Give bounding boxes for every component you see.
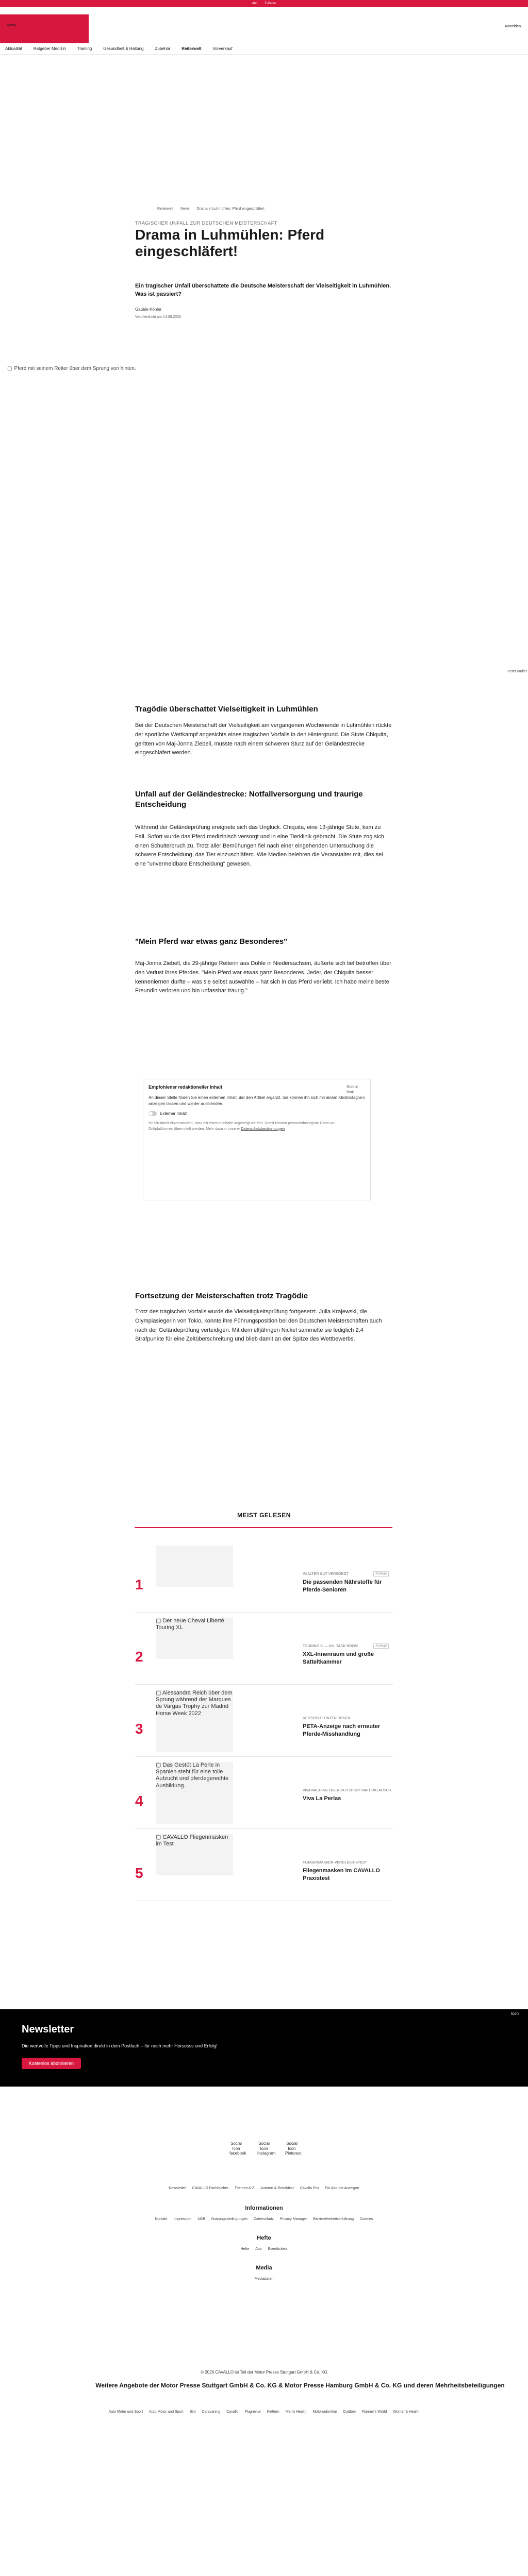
most-read-title: MEIST GELESEN bbox=[237, 1512, 291, 1519]
instagram-icon[interactable]: Social Icon Instagram bbox=[257, 2141, 276, 2156]
teaser-image[interactable] bbox=[156, 1546, 233, 1587]
embed-title: Empfohlener redaktioneller Inhalt bbox=[148, 1084, 223, 1090]
rank-number: 1 bbox=[135, 1577, 143, 1592]
footer-link[interactable]: AGB bbox=[197, 2217, 205, 2221]
article-lead: Ein tragischer Unfall überschattete die Deutsche Meisterschaft der Vielseitigkeit in Luhmühlen. Was ist passiert? bbox=[135, 283, 391, 297]
site-header bbox=[0, 7, 528, 43]
newsletter-title: Newsletter bbox=[22, 2024, 74, 2035]
footer-heading: Media bbox=[256, 2265, 272, 2271]
footer-link[interactable]: Hefte bbox=[240, 2247, 250, 2251]
facebook-icon[interactable]: Social Icon facebook bbox=[229, 2141, 246, 2156]
teaser-image[interactable] bbox=[156, 1762, 233, 1824]
footer-link[interactable]: Privacy Manager bbox=[279, 2217, 307, 2221]
offer-link[interactable]: Flugrevue bbox=[244, 2410, 261, 2414]
paragraph: Während der Geländeprüfung ereignete sich das Unglück. Chiquita, eine 13-jährige Stute, kam zu Fall. Sofort wurde das Pferd medizinisch versorgt und in eine Tierklinik gebracht. Die Stute zog sich einen Schulterbruch zu. Trotz aller Bemühungen fiel nach einer eingehenden Untersuchung die schwere Entscheidung, das Tier einzuschläfern. Wie Medien belehren die Veranstalter mit, dies sei eine "unvermeidbare Entscheidung" gewesen. bbox=[135, 824, 385, 868]
offer-link[interactable]: Men's Health bbox=[285, 2410, 307, 2414]
offer-link[interactable]: Auto Motor und Sport bbox=[108, 2410, 143, 2414]
nav-item-training[interactable]: Training bbox=[77, 46, 92, 51]
footer-link[interactable]: Newsletter bbox=[169, 2187, 186, 2190]
footer-link[interactable]: Mediadaten bbox=[254, 2277, 274, 2281]
offer-link[interactable]: Bild bbox=[189, 2410, 196, 2414]
privacy-link[interactable]: Datenschutzbestimmungen bbox=[241, 1127, 285, 1131]
nav-item-zubehoer[interactable]: Zubehör bbox=[155, 46, 171, 51]
top-bar bbox=[0, 0, 528, 7]
article-date: Veröffentlicht am 14.06.2025 bbox=[135, 315, 181, 319]
footer-link[interactable]: Cookies bbox=[359, 2217, 373, 2221]
offer-link[interactable]: Motorradonline bbox=[312, 2410, 337, 2414]
paragraph: Bei der Deutschen Meisterschaft der Vielseitigkeit am vergangenen Wochenende in Luhmühlen rückte der sportliche Wettkampf angesichts eines tragischen Vorfalls in den Hintergrund. Die Stute Chiquita, geritten von Maj-Jonna Ziebell, musste nach einem schweren Sturz auf der Geländestrecke eingeschläfert werden. bbox=[135, 722, 392, 756]
teaser-image-alt: Das Gestüt La Perle in Spanien steht für eine tolle Aufzucht und pferdegerechte Ausbildung. bbox=[156, 1762, 229, 1789]
embed-text: An dieser Stelle finden Sie einen externen Inhalt, der den Artikel ergänzt. Sie können ihn sich mit einem Klick anzeigen lassen und wieder ausblenden. bbox=[148, 1095, 348, 1106]
rank-number: 2 bbox=[135, 1649, 143, 1665]
footer-links-row bbox=[0, 2217, 528, 2221]
topbar-link-epaper[interactable]: E-Paper bbox=[265, 2, 276, 5]
topbar-link-abo[interactable]: Abo bbox=[252, 2, 258, 5]
rank-number: 4 bbox=[135, 1793, 143, 1809]
teaser-kicker: IM ALTER GUT VERSORGT bbox=[303, 1572, 349, 1576]
broken-image-icon: ▢ bbox=[156, 1762, 161, 1768]
article-author[interactable]: Gabbie Köhler bbox=[135, 307, 162, 312]
footer-heading: Hefte bbox=[257, 2235, 271, 2241]
teaser-image[interactable] bbox=[156, 1834, 233, 1875]
more-offers-heading: Weitere Angebote der Motor Presse Stuttgart GmbH & Co. KG & Motor Presse Hamburg GmbH & Co. KG und deren Mehrheitsbeteiligungen bbox=[95, 2382, 505, 2389]
site-logo[interactable] bbox=[0, 14, 89, 43]
nav-item-vorverkauf[interactable]: Vorverkauf bbox=[212, 46, 233, 51]
teaser-title[interactable]: Die passenden Nährstoffe für Pferde-Senioren bbox=[303, 1579, 382, 1593]
pinterest-icon[interactable]: Social Icon Pinterest bbox=[285, 2141, 302, 2156]
broken-image-icon: ▢ bbox=[7, 366, 12, 371]
newsletter-subscribe-button[interactable]: Kostenlos abonnieren bbox=[22, 2058, 81, 2069]
teaser-kicker: FLIEGENMASKEN-VERGLEICHSTEST bbox=[303, 1861, 367, 1865]
external-content-embed bbox=[143, 1079, 371, 1200]
offer-link[interactable]: Klettern bbox=[267, 2410, 279, 2414]
teaser-image-alt: CAVALLO Fliegenmasken im Test bbox=[156, 1834, 228, 1848]
image-credit: Peter Müller bbox=[507, 670, 527, 673]
most-read-item[interactable] bbox=[135, 1762, 393, 1829]
footer-heading: Informationen bbox=[245, 2205, 283, 2211]
offer-link[interactable]: Cavallo bbox=[226, 2410, 239, 2414]
breadcrumb-current: Drama in Luhmühlen: Pferd eingeschläfert bbox=[196, 207, 265, 211]
teaser-title[interactable]: Viva La Perlas bbox=[303, 1795, 341, 1802]
teaser-kicker: TOURING XL – XXL TACK ROOM bbox=[303, 1645, 358, 1648]
teaser-kicker: VIVA NACHHALTIGER REITSPORT-NATURKLAUSUR bbox=[303, 1789, 391, 1792]
footer-link[interactable]: Impressum bbox=[173, 2217, 192, 2221]
footer-link[interactable]: CAVALLO Fachbücher bbox=[192, 2187, 228, 2190]
nav-item-medizin[interactable]: Ratgeber Medizin bbox=[33, 46, 66, 51]
rank-number: 5 bbox=[135, 1865, 143, 1881]
nav-item-gesundheit[interactable]: Gesundheit & Haltung bbox=[103, 46, 144, 51]
footer-link[interactable]: Datenschutz bbox=[253, 2217, 274, 2221]
paragraph: Maj-Jonna Ziebell, die 29-jährige Reiterin aus Döhle in Niedersachsen, äußerte sich tief betroffen über den Verlust ihres Pferdes. "Mein Pferd war etwas ganz Besonderes. Jeder, der Chiquita besser kennenlernen durfte – was sie selbst auswählte – hat sich in das Pferd verliebt. Ich habe meine beste Freundin verloren und bin unfassbar traurig." bbox=[135, 960, 391, 994]
ad-badge: Anzeige bbox=[373, 1643, 389, 1649]
teaser-kicker: REITSPORT UNTER DRUCK bbox=[303, 1717, 351, 1720]
hero-image bbox=[0, 365, 528, 670]
footer-link[interactable]: Nutzungsbedingungen bbox=[211, 2217, 248, 2221]
teaser-title[interactable]: PETA-Anzeige nach erneuter Pferde-Misshandlung bbox=[303, 1723, 381, 1737]
section-heading: Tragödie überschattet Vielseitigkeit in Luhmühlen bbox=[135, 705, 318, 714]
footer-links-row bbox=[0, 2187, 528, 2190]
instagram-icon: Social Icon Instagram bbox=[346, 1084, 365, 1100]
login-button[interactable]: Anmelden bbox=[504, 25, 521, 28]
footer-links-row bbox=[0, 2247, 528, 2251]
footer-link[interactable]: Themen A-Z bbox=[234, 2187, 255, 2190]
article-title: Drama in Luhmühlen: Pferd eingeschläfert! bbox=[135, 227, 325, 260]
rank-number: 3 bbox=[135, 1721, 143, 1737]
offer-link[interactable]: Runner's World bbox=[362, 2410, 387, 2414]
most-read-underline bbox=[135, 1527, 392, 1528]
nav-item-ratgeber[interactable]: Aktualität bbox=[5, 46, 22, 51]
most-read-item[interactable] bbox=[135, 1546, 393, 1613]
embed-consent-note bbox=[148, 1121, 360, 1132]
newsletter-icon: Icon bbox=[510, 2011, 519, 2016]
section-heading: Fortsetzung der Meisterschaften trotz Tragödie bbox=[135, 1292, 308, 1300]
offer-link[interactable]: Caravaning bbox=[202, 2410, 221, 2414]
external-content-toggle-row[interactable] bbox=[148, 1111, 365, 1116]
footer-link[interactable]: Kontakt bbox=[155, 2217, 168, 2221]
main-nav bbox=[0, 43, 528, 55]
article-kicker: TRAGISCHER UNFALL ZUR DEUTSCHEN MEISTERSCHAFT bbox=[135, 221, 277, 226]
newsletter-text: Die wertvolle Tipps und Inspiration direkt in dein Postfach – für noch mehr Horsesss und Erfolg! bbox=[22, 2043, 218, 2048]
broken-image-icon: ▢ bbox=[156, 1690, 161, 1696]
paragraph: Trotz des tragischen Vorfalls wurde die Vielseitigkeitsprüfung fortgesetzt. Julia Krajewski, die Olympiasiegerin von Tokio, konnte ihre Führungsposition bei den Deutschen Meisterschaften auch nach der Geländeprüfung verteidigen. Mit dem elfjährigen Nickel sammelte sie lediglich 2,4 Strafpunkte für eine Zeitüberschreitung und blieb damit an der Spitze des Wettbewerbs. bbox=[135, 1309, 382, 1343]
footer-link[interactable]: Abo bbox=[255, 2247, 262, 2251]
offer-links bbox=[0, 2409, 528, 2416]
toggle-switch[interactable] bbox=[148, 1111, 157, 1116]
section-heading: Unfall auf der Geländestrecke: Notfallversorgung und traurige Entscheidung bbox=[135, 790, 363, 809]
breadcrumb-item[interactable]: News bbox=[180, 207, 190, 211]
offer-link[interactable]: Auto Motor und Sport bbox=[149, 2410, 184, 2414]
footer-social bbox=[0, 2141, 528, 2162]
teaser-image[interactable] bbox=[156, 1618, 233, 1659]
teaser-title[interactable]: XXL-Innenraum und große Satteltkammer bbox=[303, 1651, 374, 1665]
offer-link[interactable]: Outdoor bbox=[343, 2410, 356, 2414]
hero-alt-text: Pferd mit seinem Reiter über dem Sprung von hinten. bbox=[14, 366, 136, 371]
offer-link[interactable]: Women's Health bbox=[393, 2410, 420, 2414]
hero-image-placeholder bbox=[7, 366, 136, 371]
footer-link[interactable]: Eventtickets bbox=[268, 2247, 288, 2251]
footer-link[interactable]: Cavallo Pro bbox=[300, 2187, 319, 2190]
breadcrumb-item[interactable]: Reiterwelt bbox=[157, 207, 174, 211]
copyright: © 2026 CAVALLO ist Teil der Motor Presse Stuttgart GmbH & Co. KG bbox=[201, 2370, 327, 2375]
broken-image-icon: ▢ bbox=[156, 1618, 161, 1624]
toggle-label: Externer Inhalt bbox=[160, 1111, 187, 1116]
most-read-item[interactable] bbox=[135, 1690, 393, 1757]
footer-link[interactable]: Für Abo bei Anzeigen bbox=[325, 2187, 359, 2190]
broken-image-icon: ▢ bbox=[156, 1834, 161, 1840]
section-heading: "Mein Pferd war etwas ganz Besonderes" bbox=[135, 937, 288, 946]
teaser-image-alt: Der neue Cheval Liberté Touring XL bbox=[156, 1618, 224, 1631]
breadcrumb bbox=[157, 207, 265, 211]
most-read-item[interactable] bbox=[135, 1834, 393, 1901]
most-read-item[interactable] bbox=[135, 1618, 393, 1685]
nav-item-reiterwelt[interactable]: Reiterwelt bbox=[182, 46, 202, 51]
ad-badge: Anzeige bbox=[373, 1571, 389, 1577]
teaser-image[interactable] bbox=[156, 1690, 233, 1752]
footer-link[interactable]: Autoren & Redaktion bbox=[260, 2187, 294, 2190]
teaser-image-alt: Alessandra Reich über dem Sprung während der Marques de Vargas Trophy zur Madrid Horse Week 2022 bbox=[156, 1690, 233, 1717]
embed-note-text: Ich bin damit einverstanden, dass mir externe Inhalte angezeigt werden. Damit können personenbezogene Daten an Drittplattformen übermittelt werden. Mehr dazu in unserer bbox=[148, 1122, 335, 1131]
newsletter-banner bbox=[0, 2009, 528, 2087]
footer-links-row bbox=[0, 2277, 528, 2281]
footer-link[interactable]: Barrierefreiheitserklärung bbox=[313, 2217, 354, 2221]
teaser-title[interactable]: Fliegenmasken im CAVALLO Praxistest bbox=[303, 1868, 380, 1882]
menu-button[interactable]: Menü bbox=[7, 24, 16, 27]
